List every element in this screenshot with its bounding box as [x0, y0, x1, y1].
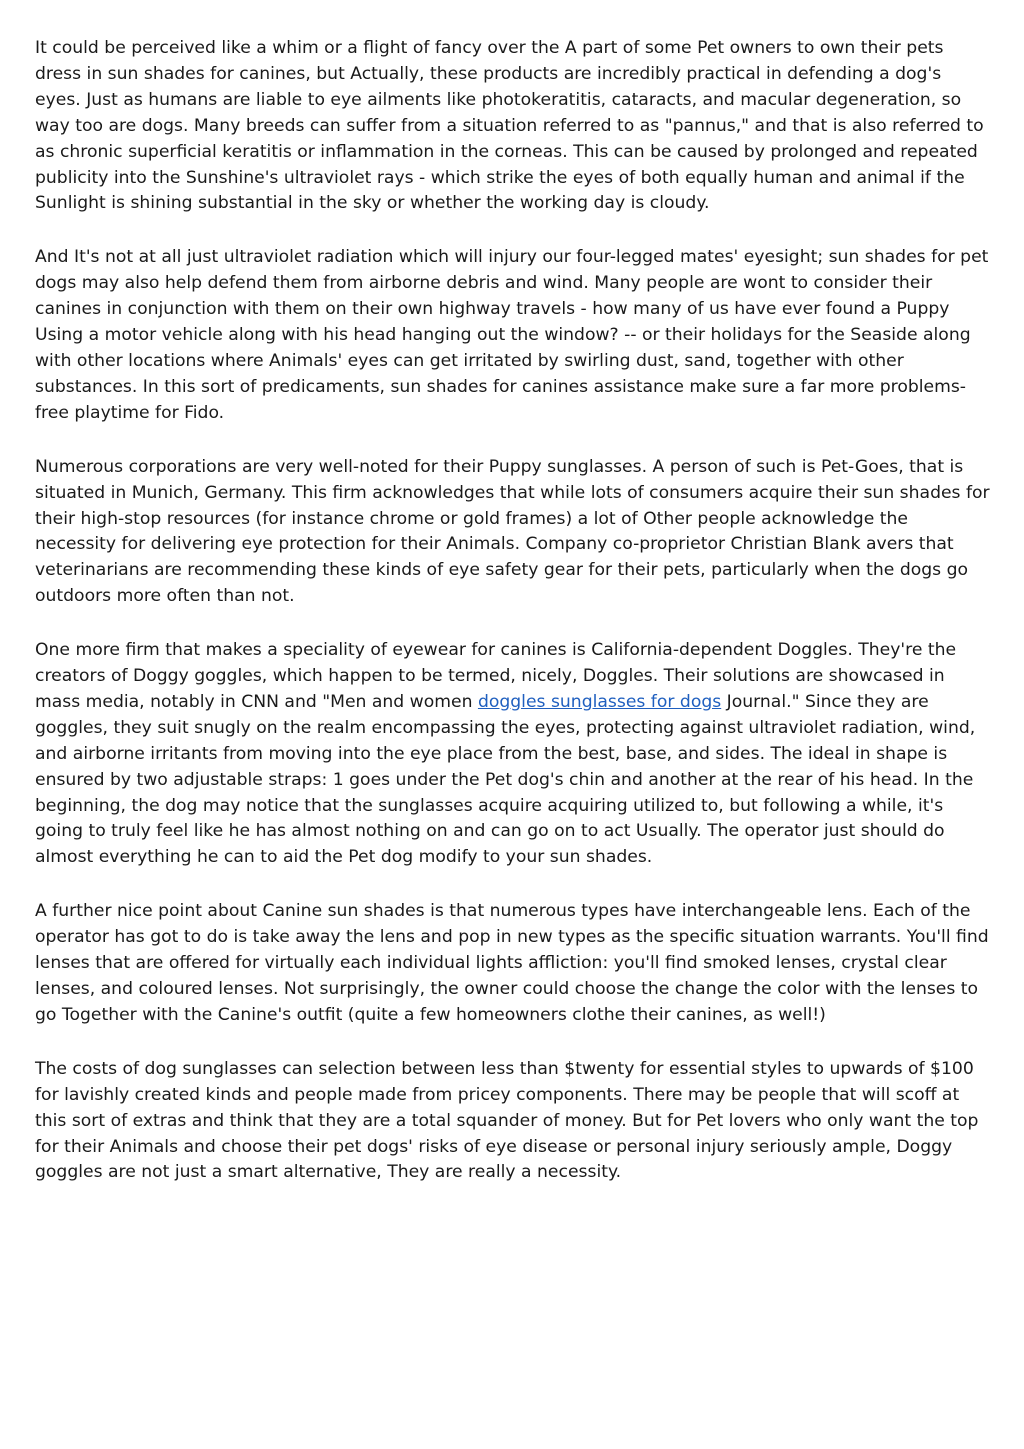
paragraph-4 [35, 638, 991, 871]
paragraph-4-text-after: Journal." Since they are goggles, they suit snugly on the realm encompassing the eyes, protecting against ultraviolet radiation, wind, and airborne irritants from moving into the eye place from the best, base, and sides. The ideal in shape is ensured by two adjustable straps: 1 goes under the Pet dog's chin and another at the rear of his head. In the beginning, the dog may notice that the sunglasses acquire acquiring utilized to, but following a while, it's going to truly feel like he has almost nothing on and can go on to act Usually. The operator just should do almost everything he can to aid the Pet dog modify to your sun shades. [35, 691, 976, 868]
article-body [35, 36, 991, 1214]
paragraph-6: The costs of dog sunglasses can selection between less than $twenty for essential styles to upwards of $100 for lavishly created kinds and people made from pricey components. There may be people that will scoff at this sort of extras and think that they are a total squander of money. But for Pet lovers who only want the top for their Animals and choose their pet dogs' risks of eye disease or personal injury seriously ample, Doggy goggles are not just a smart alternative, They are really a necessity. [35, 1058, 979, 1183]
paragraph-4-text-before: One more firm that makes a speciality of eyewear for canines is California-dependent Doggles. They're the creators of Doggy goggles, which happen to be termed, nicely, Doggles. Their solutions are showcased in mass media, notably in CNN and "Men and women [35, 640, 957, 712]
paragraph-1: It could be perceived like a whim or a flight of fancy over the A part of some Pet owners to own their pets dress in sun shades for canines, but Actually, these products are incredibly practical in defending a dog's eyes. Just as humans are liable to eye ailments like photokeratitis, cataracts, and macular degeneration, so way too are dogs. Many breeds can suffer from a situation referred to as "pannus," and that is also referred to as chronic superficial keratitis or inflammation in the corneas. This can be caused by prolonged and repeated publicity into the Sunshine's ultraviolet rays - which strike the eyes of both equally human and animal if the Sunlight is shining substantial in the sky or whether the working day is cloudy. [35, 38, 984, 214]
paragraph-2: And It's not at all just ultraviolet radiation which will injury our four-legged mates' eyesight; sun shades for pet dogs may also help defend them from airborne debris and wind. Many people are wont to consider their canines in conjunction with them on their own highway travels - how many of us have ever found a Puppy Using a motor vehicle along with his head hanging out the window? -- or their holidays for the Seaside along with other locations where Animals' eyes can get irritated by swirling dust, sand, together with other substances. In this sort of predicaments, sun shades for canines assistance make sure a far more problems-free playtime for Fido. [35, 247, 989, 423]
paragraph-3: Numerous corporations are very well-noted for their Puppy sunglasses. A person of such is Pet-Goes, that is situated in Munich, Germany. This firm acknowledges that while lots of consumers acquire their sun shades for their high-stop resources (for instance chrome or gold frames) a lot of Other people acknowledge the necessity for delivering eye protection for their Animals. Company co-proprietor Christian Blank avers that veterinarians are recommending these kinds of eye safety gear for their pets, particularly when the dogs go outdoors more often than not. [35, 456, 990, 607]
doggles-sunglasses-link[interactable]: doggles sunglasses for dogs [477, 691, 722, 712]
paragraph-5: A further nice point about Canine sun shades is that numerous types have interchangeable lens. Each of the operator has got to do is take away the lens and pop in new types as the specific situation warrants. You'll find lenses that are offered for virtually each individual lights affliction: you'll find smoked lenses, crystal clear lenses, and coloured lenses. Not surprisingly, the owner could choose the change the color with the lenses to go Together with the Canine's outfit (quite a few homeowners clothe their canines, as well!) [35, 901, 989, 1025]
